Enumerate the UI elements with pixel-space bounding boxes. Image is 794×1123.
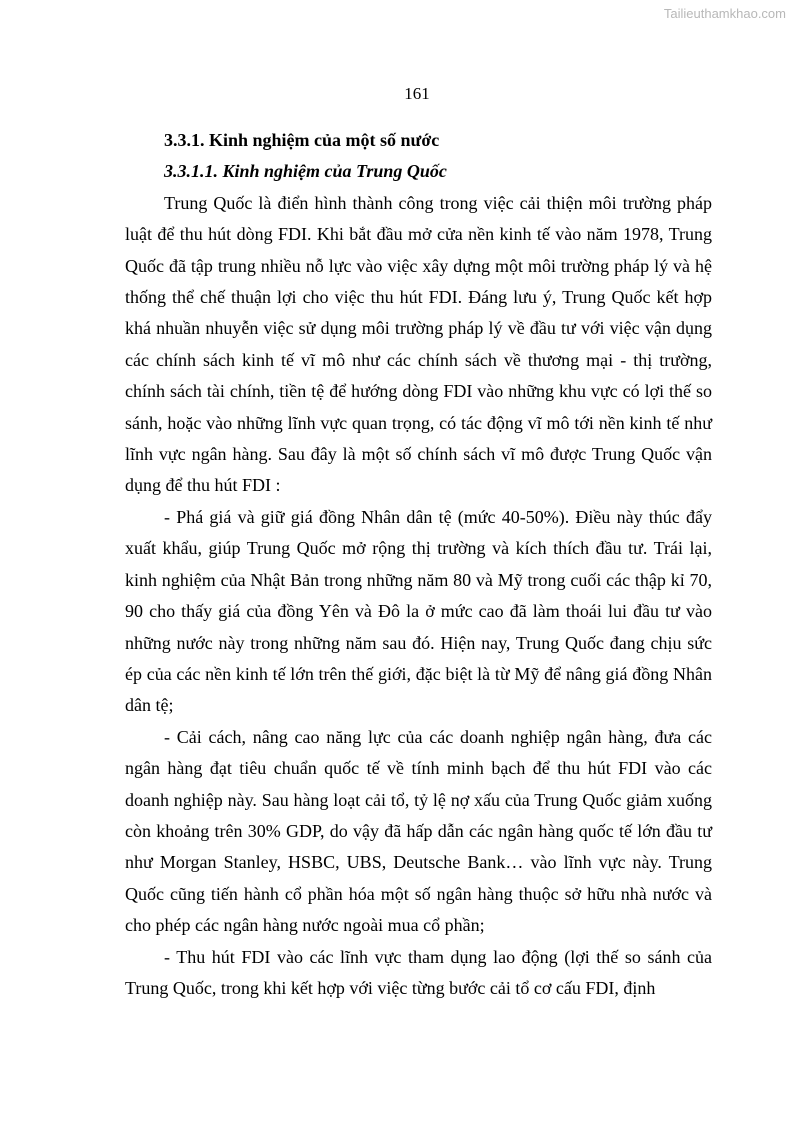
watermark-text: Tailieuthamkhao.com — [663, 6, 786, 21]
section-heading: 3.3.1. Kinh nghiệm của một số nước — [164, 130, 440, 150]
paragraph-intro: Trung Quốc là điển hình thành công trong việc cải thiện môi trường pháp luật để thu hút dòng FDI. Khi bắt đầu mở cửa nền kinh tế vào năm 1978, Trung Quốc đã tập trung nhiều nỗ lực vào việc xây dựng một môi trường pháp lý và hệ thống thể chế thuận lợi cho việc thu hút FDI. Đáng lưu ý, Trung Quốc kết hợp khá nhuần nhuyễn việc sử dụng môi trường pháp lý về đầu tư với việc vận dụng các chính sách kinh tế vĩ mô như các chính sách về thương mại - thị trường, chính sách tài chính, tiền tệ để hướng dòng FDI vào những khu vực có lợi thế so sánh, hoặc vào những lĩnh vực quan trọng, có tác động vĩ mô tới nền kinh tế như lĩnh vực ngân hàng. Sau đây là một số chính sách vĩ mô được Trung Quốc vận dụng để thu hút FDI : — [125, 192, 712, 496]
paragraph-banking-reform: - Cải cách, nâng cao năng lực của các doanh nghiệp ngân hàng, đưa các ngân hàng đạt tiêu chuẩn quốc tế về tính minh bạch để thu hút FDI vào các doanh nghiệp này. Sau hàng loạt cải tổ, tỷ lệ nợ xấu của Trung Quốc giảm xuống còn khoảng trên 30% GDP, do vậy đã hấp dẫn các ngân hàng quốc tế lớn đầu tư như Morgan Stanley, HSBC, UBS, Deutsche Bank… vào lĩnh vực này. Trung Quốc cũng tiến hành cổ phần hóa một số ngân hàng thuộc sở hữu nhà nước và cho phép các ngân hàng nước ngoài mua cổ phần; — [125, 726, 712, 936]
paragraph-currency-policy: - Phá giá và giữ giá đồng Nhân dân tệ (mức 40-50%). Điều này thúc đẩy xuất khẩu, giúp Trung Quốc mở rộng thị trường và kích thích đầu tư. Trái lại, kinh nghiệm của Nhật Bản trong những năm 80 và Mỹ trong cuối các thập kỉ 70, 90 cho thấy giá của đồng Yên và Đô la ở mức cao đã làm thoái lui đầu tư vào những nước này trong những năm sau đó. Hiện nay, Trung Quốc đang chịu sức ép của các nền kinh tế lớn trên thế giới, đặc biệt là từ Mỹ để nâng giá đồng Nhân dân tệ; — [125, 506, 712, 716]
page-number: 161 — [404, 84, 430, 103]
subsection-heading: 3.3.1.1. Kinh nghiệm của Trung Quốc — [164, 161, 447, 182]
document-body — [125, 125, 712, 1004]
paragraph-labor-fdi: - Thu hút FDI vào các lĩnh vực tham dụng lao động (lợi thế so sánh của Trung Quốc, trong khi kết hợp với việc từng bước cải tổ cơ cấu FDI, định — [125, 946, 712, 998]
